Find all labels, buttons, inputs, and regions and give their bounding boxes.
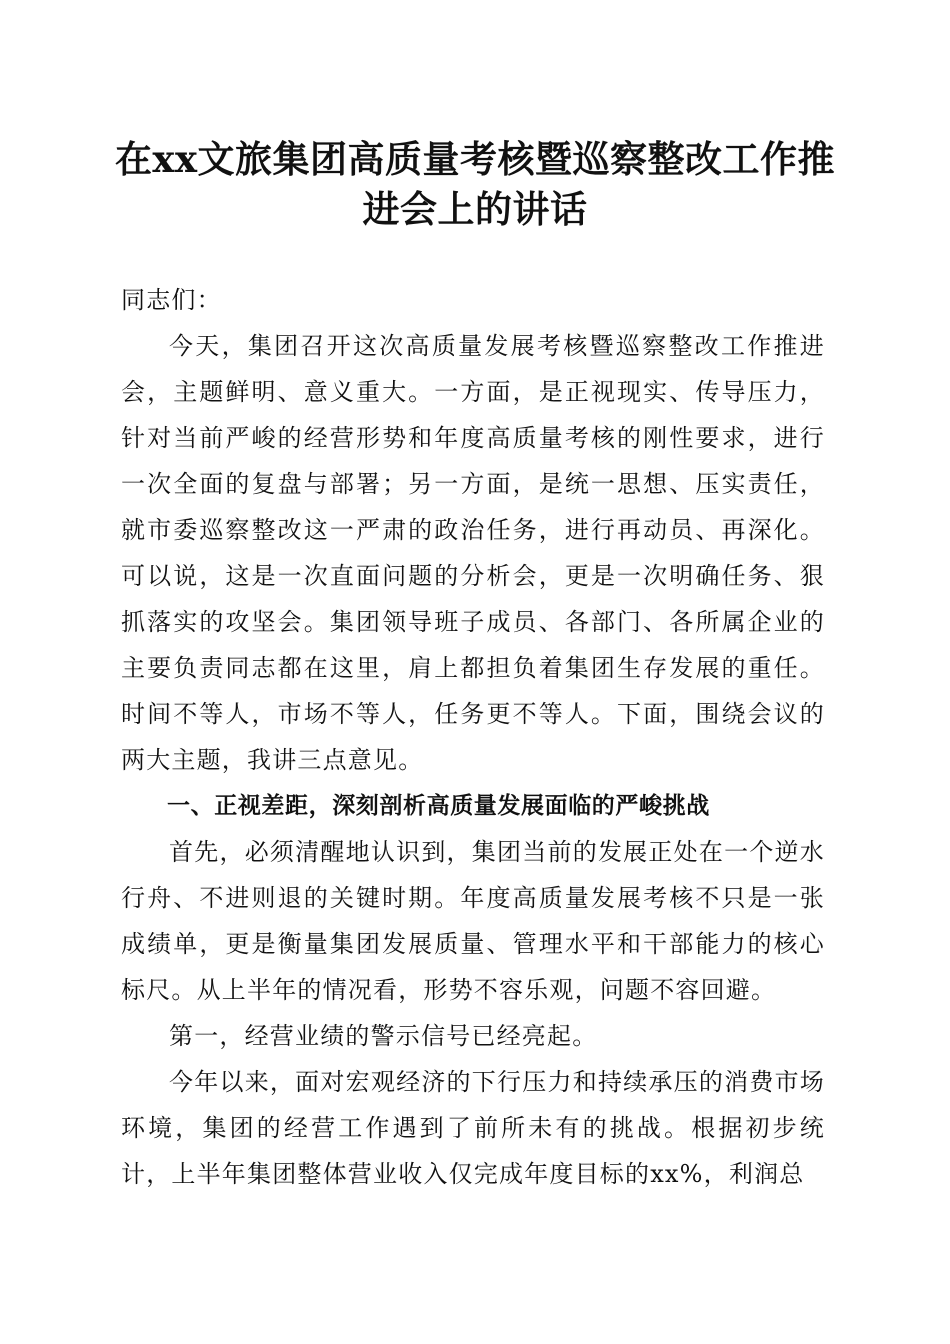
title-line-2: 进会上的讲话 bbox=[362, 187, 588, 231]
paragraph-point1: 今年以来，面对宏观经济的下行压力和持续承压的消费市场环境，集团的经营工作遇到了前所未有的挑战。根据初步统计，上半年集团整体营业收入仅完成年度目标的xx%，利润总 bbox=[121, 1068, 825, 1188]
title-line-1: 在xx文旅集团高质量考核暨巡察整改工作推 bbox=[114, 137, 836, 181]
paragraph-section1-intro: 首先，必须清醒地认识到，集团当前的发展正处在一个逆水行舟、不进则退的关键时期。年度高质量发展考核不只是一张成绩单，更是衡量集团发展质量、管理水平和干部能力的核心标尺。从上半年的情况看，形势不容乐观，问题不容回避。 bbox=[121, 838, 825, 1004]
section-heading-1: 一、正视差距，深刻剖析高质量发展面临的严峻挑战 bbox=[167, 793, 710, 819]
document-body bbox=[121, 277, 825, 1197]
paragraph-intro: 今天，集团召开这次高质量发展考核暨巡察整改工作推进会，主题鲜明、意义重大。一方面，是正视现实、传导压力，针对当前严峻的经营形势和年度高质量考核的刚性要求，进行一次全面的复盘与部署；另一方面，是统一思想、压实责任，就市委巡察整改这一严肃的政治任务，进行再动员、再深化。可以说，这是一次直面问题的分析会，更是一次明确任务、狠抓落实的攻坚会。集团领导班子成员、各部门、各所属企业的主要负责同志都在这里，肩上都担负着集团生存发展的重任。时间不等人，市场不等人，任务更不等人。下面，围绕会议的两大主题，我讲三点意见。 bbox=[121, 332, 825, 774]
point-heading-1: 第一，经营业绩的警示信号已经亮起。 bbox=[169, 1022, 598, 1050]
document-title bbox=[110, 134, 840, 234]
salutation: 同志们： bbox=[121, 286, 222, 314]
